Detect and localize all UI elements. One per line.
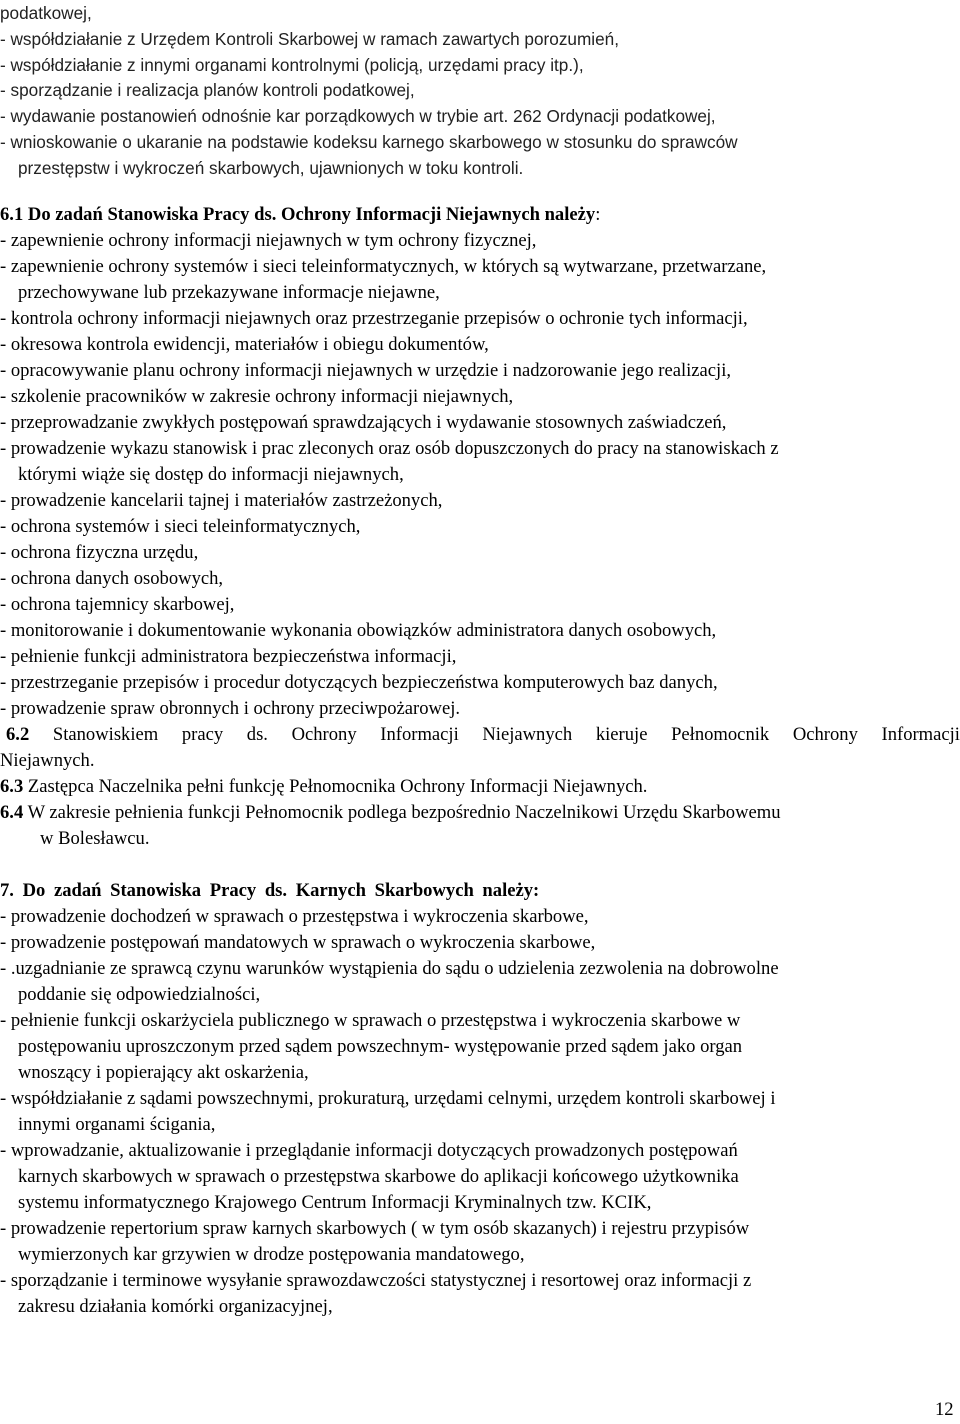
- list-item: którymi wiąże się dostęp do informacji niejawnych,: [18, 464, 404, 485]
- list-item: - prowadzenie kancelarii tajnej i materiałów zastrzeżonych,: [0, 490, 443, 511]
- list-item: systemu informatycznego Krajowego Centrum Informacji Kryminalnych tzw. KCIK,: [18, 1192, 652, 1213]
- heading-colon: :: [595, 204, 601, 225]
- section-number: 6.4: [0, 802, 24, 823]
- list-item: - .uzgadnianie ze sprawcą czynu warunków wystąpienia do sądu o udzielenia zezwolenia na dobrowolne: [0, 958, 779, 979]
- list-item: - okresowa kontrola ewidencji, materiałów i obiegu dokumentów,: [0, 334, 489, 355]
- text-line: - współdziałanie z innymi organami kontrolnymi (policją, urzędami pracy itp.),: [0, 55, 584, 75]
- list-item: - prowadzenie spraw obronnych i ochrony przeciwpożarowej.: [0, 698, 461, 719]
- list-item: - ochrona systemów i sieci teleinformatycznych,: [0, 516, 361, 537]
- list-item: - przestrzeganie przepisów i procedur dotyczących bezpieczeństwa komputerowych baz danych,: [0, 672, 718, 693]
- text-line: - wydawanie postanowień odnośnie kar porządkowych w trybie art. 262 Ordynacji podatkowej,: [0, 106, 716, 126]
- list-item: wnoszący i popierający akt oskarżenia,: [18, 1062, 309, 1083]
- section-6-4-cont: w Bolesławcu.: [40, 828, 150, 849]
- section-6-2-cont: Niejawnych.: [0, 750, 95, 771]
- text-line: podatkowej,: [0, 3, 92, 23]
- text-line: - współdziałanie z Urzędem Kontroli Skarbowej w ramach zawartych porozumień,: [0, 29, 620, 49]
- section-7-heading: 7. Do zadań Stanowiska Pracy ds. Karnych Skarbowych należy:: [0, 880, 540, 901]
- text-line: - wnioskowanie o ukaranie na podstawie kodeksu karnego skarbowego w stosunku do sprawców: [0, 132, 738, 152]
- section-number: 6.2: [6, 724, 30, 745]
- list-item: karnych skarbowych w sprawach o przestępstwa skarbowe do aplikacji końcowego użytkownika: [18, 1166, 739, 1187]
- section-6-3: [0, 774, 647, 800]
- list-item: - szkolenie pracowników w zakresie ochrony informacji niejawnych,: [0, 386, 514, 407]
- list-item: - zapewnienie ochrony informacji niejawnych w tym ochrony fizycznej,: [0, 230, 537, 251]
- text-line: przestępstw i wykroczeń skarbowych, ujawnionych w toku kontroli.: [18, 158, 524, 178]
- list-item: - opracowywanie planu ochrony informacji niejawnych w urzędzie i nadzorowanie jego realizacji,: [0, 360, 732, 381]
- list-item: innymi organami ścigania,: [18, 1114, 216, 1135]
- list-item: - prowadzenie wykazu stanowisk i prac zleconych oraz osób dopuszczonych do pracy na stanowiskach z: [0, 438, 779, 459]
- list-item: - ochrona danych osobowych,: [0, 568, 224, 589]
- list-item: - monitorowanie i dokumentowanie wykonania obowiązków administratora danych osobowych,: [0, 620, 717, 641]
- list-item: - kontrola ochrony informacji niejawnych oraz przestrzeganie przepisów o ochronie tych informacji,: [0, 308, 748, 329]
- list-item: - prowadzenie dochodzeń w sprawach o przestępstwa i wykroczenia skarbowe,: [0, 906, 589, 927]
- list-item: - wprowadzanie, aktualizowanie i przeglądanie informacji dotyczących prowadzonych postępowań: [0, 1140, 738, 1161]
- list-item: wymierzonych kar grzywien w drodze postępowania mandatowego,: [18, 1244, 525, 1265]
- section-text: W zakresie pełnienia funkcji Pełnomocnik podlega bezpośrednio Naczelnikowi Urzędu Skarbowemu: [27, 802, 781, 823]
- list-item: - zapewnienie ochrony systemów i sieci teleinformatycznych, w których są wytwarzane, przetwarzane,: [0, 256, 767, 277]
- section-6-1-heading: [0, 202, 600, 228]
- section-6-4: [0, 800, 781, 826]
- list-item: - prowadzenie repertorium spraw karnych skarbowych ( w tym osób skazanych) i rejestru przypisów: [0, 1218, 750, 1239]
- list-item: - ochrona tajemnicy skarbowej,: [0, 594, 235, 615]
- section-number: 6.3: [0, 776, 24, 797]
- list-item: postępowaniu uproszczonym przed sądem powszechnym- występowanie przed sądem jako organ: [18, 1036, 743, 1057]
- section-text: Zastępca Naczelnika pełni funkcję Pełnomocnika Ochrony Informacji Niejawnych.: [27, 776, 648, 797]
- list-item: zakresu działania komórki organizacyjnej,: [18, 1296, 333, 1317]
- list-item: - prowadzenie postępowań mandatowych w sprawach o wykroczenia skarbowe,: [0, 932, 596, 953]
- list-item: - pełnienie funkcji administratora bezpieczeństwa informacji,: [0, 646, 457, 667]
- list-item: poddanie się odpowiedzialności,: [18, 984, 261, 1005]
- list-item: - przeprowadzanie zwykłych postępowań sprawdzających i wydawanie stosownych zaświadczeń,: [0, 412, 727, 433]
- list-item: - ochrona fizyczna urzędu,: [0, 542, 199, 563]
- list-item: - współdziałanie z sądami powszechnymi, prokuraturą, urzędami celnymi, urzędem kontroli skarbowej i: [0, 1088, 776, 1109]
- section-text: Stanowiskiem pracy ds. Ochrony Informacji Niejawnych kieruje Pełnomocnik Ochrony Informacji: [52, 724, 960, 745]
- list-item: - sporządzanie i terminowe wysyłanie sprawozdawczości statystycznej i resortowej oraz informacji z: [0, 1270, 752, 1291]
- text-line: - sporządzanie i realizacja planów kontroli podatkowej,: [0, 80, 415, 100]
- list-item: przechowywane lub przekazywane informacje niejawne,: [18, 282, 440, 303]
- heading-text: 6.1 Do zadań Stanowiska Pracy ds. Ochrony Informacji Niejawnych należy: [0, 204, 596, 225]
- section-6-2: [0, 722, 960, 748]
- list-item: - pełnienie funkcji oskarżyciela publicznego w sprawach o przestępstwa i wykroczenia skarbowe w: [0, 1010, 741, 1031]
- page-number: 12: [935, 1399, 954, 1420]
